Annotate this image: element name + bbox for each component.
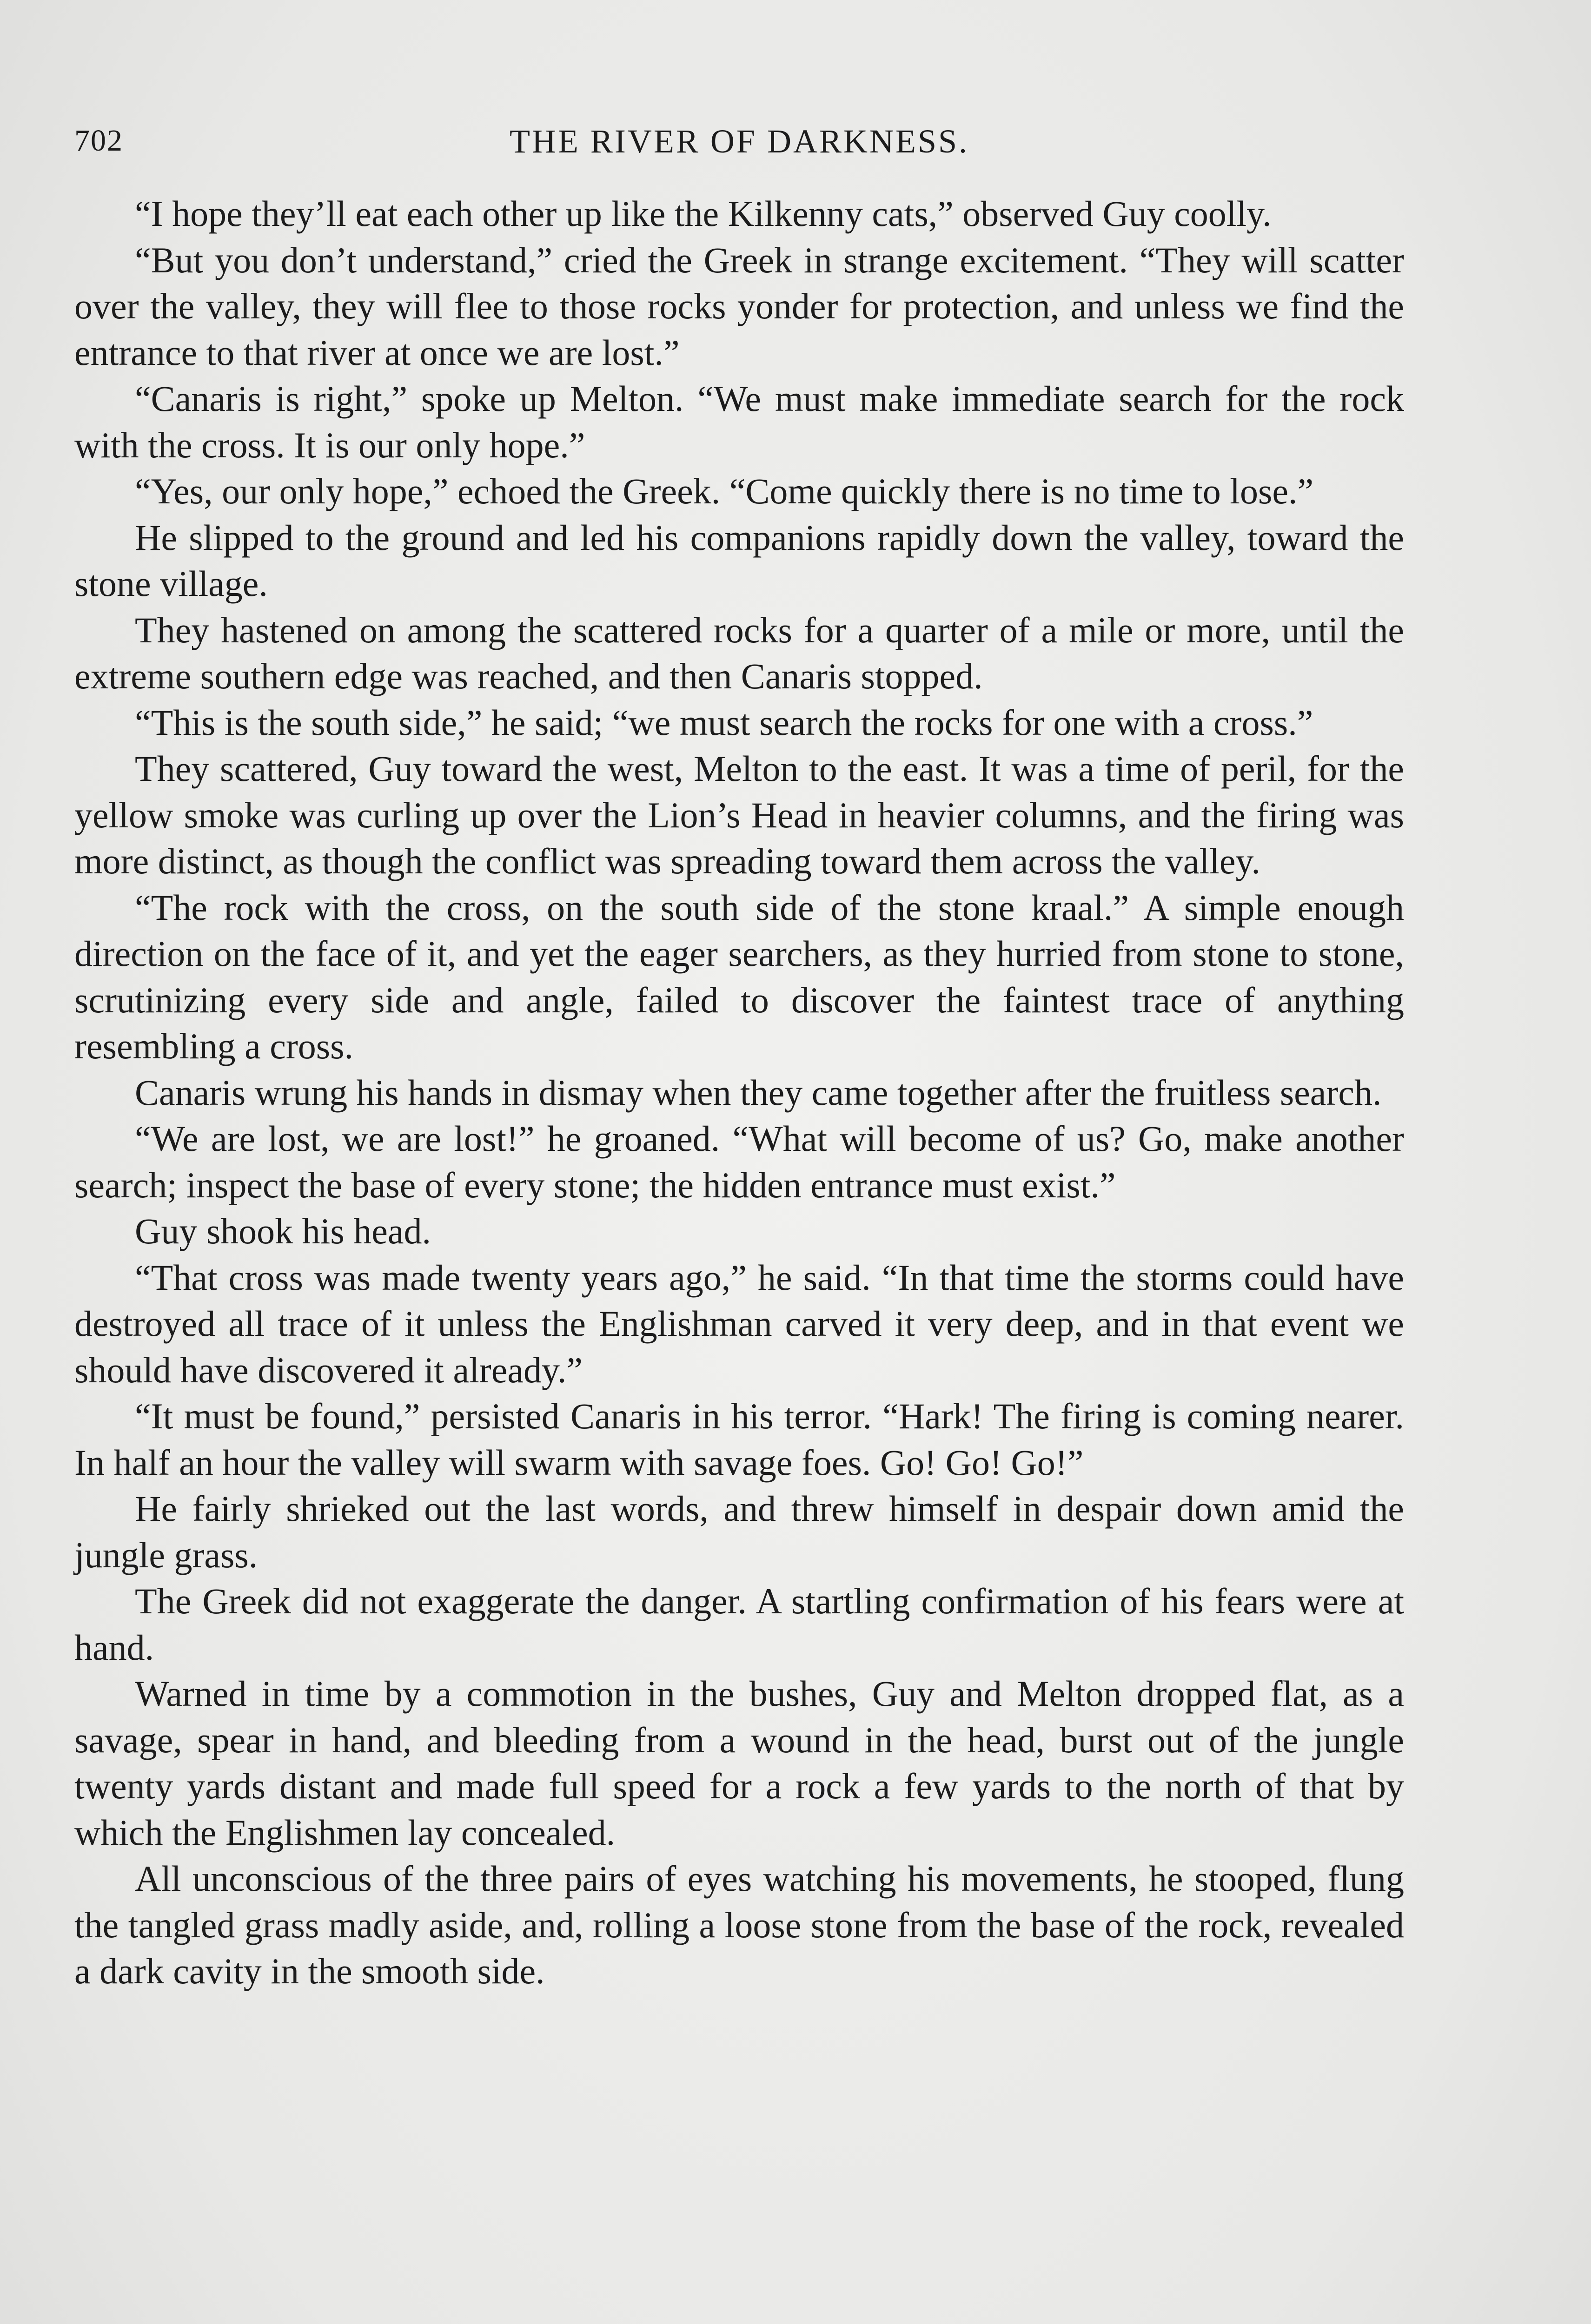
paragraph: He slipped to the ground and led his companions rapidly down the valley, toward the stone village. [74,517,1404,604]
body-text [74,191,1404,1994]
paragraph: “Yes, our only hope,” echoed the Greek. “Come quickly there is no time to lose.” [135,471,1314,511]
paragraph: Guy shook his head. [135,1211,431,1251]
paragraph: Canaris wrung his hands in dismay when they came together after the fruitless search. [135,1072,1382,1113]
paragraph: “But you don’t understand,” cried the Greek in strange excitement. “They will scatter over the valley, they will flee to those rocks yonder for protection, and unless we find the entrance to that river at once we are lost.” [74,239,1404,373]
paragraph: Warned in time by a commotion in the bushes, Guy and Melton dropped flat, as a savage, spear in hand, and bleeding from a wound in the head, burst out of the jungle twenty yards distant and made full speed for a rock a few yards to the north of that by which the Englishmen lay concealed. [74,1673,1404,1853]
paragraph: They hastened on among the scattered rocks for a quarter of a mile or more, until the extreme southern edge was reached, and then Canaris stopped. [74,609,1404,696]
page-header [74,114,1404,170]
paragraph: They scattered, Guy toward the west, Melton to the east. It was a time of peril, for the yellow smoke was curling up over the Lion’s Head in heavier columns, and the firing was more distinct, as though the conflict was spreading toward them across the valley. [74,748,1404,881]
paragraph: “It must be found,” persisted Canaris in his terror. “Hark! The firing is coming nearer. In half an hour the valley will swarm with savage foes. Go! Go! Go!” [74,1396,1404,1483]
paragraph: “I hope they’ll eat each other up like the Kilkenny cats,” observed Guy coolly. [135,193,1272,234]
paragraph: The Greek did not exaggerate the danger. A startling confirmation of his fears were at hand. [74,1581,1404,1668]
paragraph: “That cross was made twenty years ago,” he said. “In that time the storms could have destroyed all trace of it unless the Englishman carved it very deep, and in that event we should have discovered it already.” [74,1257,1404,1390]
running-head: THE RIVER OF DARKNESS. [509,123,969,160]
paragraph: “We are lost, we are lost!” he groaned. “What will become of us? Go, make another search; inspect the base of every stone; the hidden entrance must exist.” [74,1118,1404,1205]
paragraph: “Canaris is right,” spoke up Melton. “We must make immediate search for the rock with the cross. It is our only hope.” [74,378,1404,465]
paragraph: “The rock with the cross, on the south side of the stone kraal.” A simple enough direction on the face of it, and yet the eager searchers, as they hurried from stone to stone, scrutinizing every side and angle, failed to discover the faintest trace of anything resembling a cross. [74,887,1404,1066]
page-number: 702 [74,124,123,158]
paragraph: He fairly shrieked out the last words, and threw himself in despair down amid the jungle grass. [74,1488,1404,1575]
paragraph: All unconscious of the three pairs of eyes watching his movements, he stooped, flung the tangled grass madly aside, and, rolling a loose stone from the base of the rock, revealed a dark cavity in the smooth side. [74,1858,1404,1991]
paragraph: “This is the south side,” he said; “we must search the rocks for one with a cross.” [135,702,1313,743]
